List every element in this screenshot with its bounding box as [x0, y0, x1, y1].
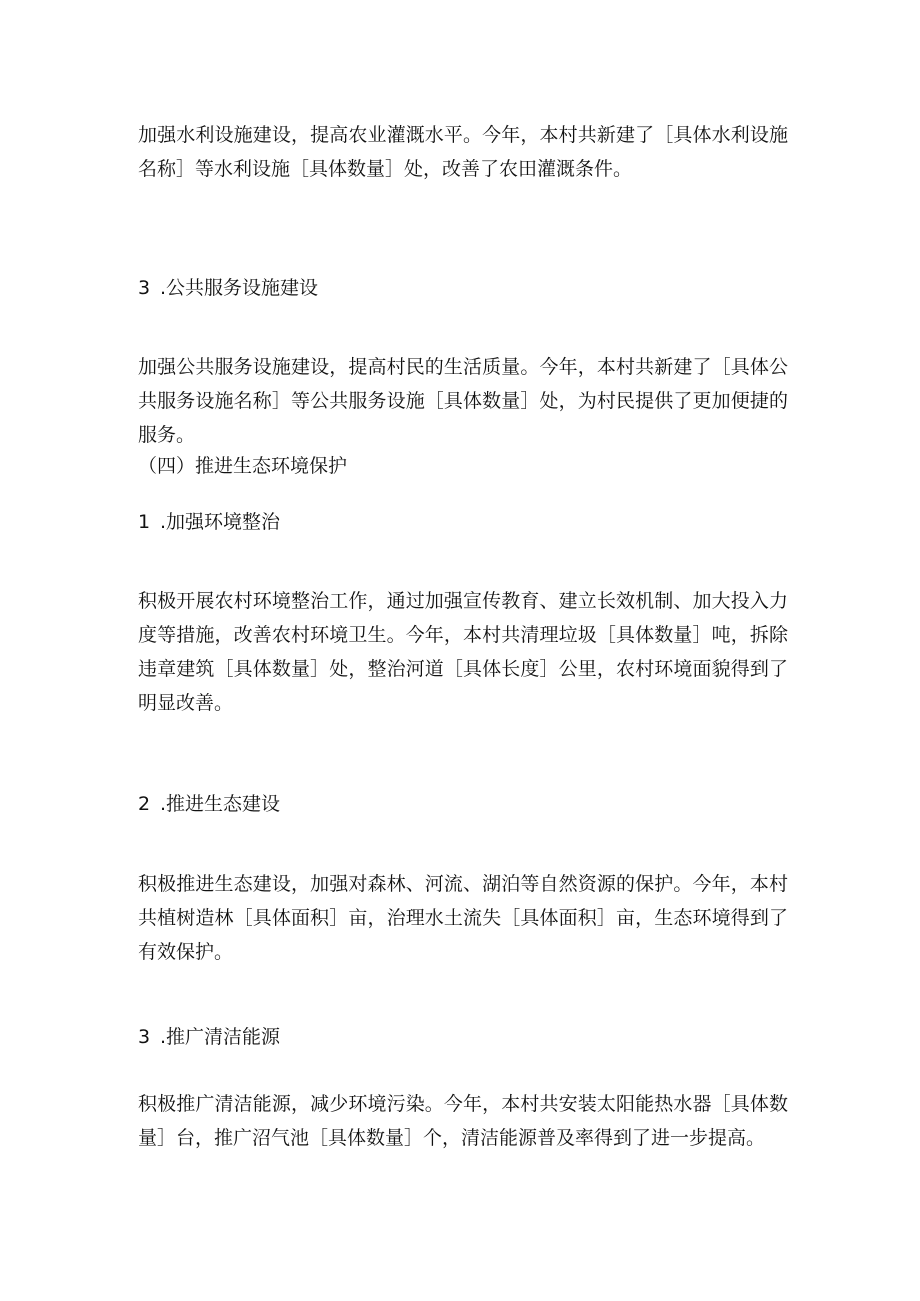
paragraph-public-service: 加强公共服务设施建设，提高村民的生活质量。今年，本村共新建了［具体公共服务设施名称］等公共服务设施［具体数量］处，为村民提供了更加便捷的服务。: [138, 356, 788, 446]
heading-text: .公共服务设施建设: [160, 277, 319, 299]
heading-ecological-construction: [138, 787, 788, 821]
paragraph-environment-remediation: 积极开展农村环境整治工作，通过加强宣传教育、建立长效机制、加大投入力度等措施，改善农村环境卫生。今年，本村共清理垃圾［具体数量］吨，拆除违章建筑［具体数量］处，整治河道［具体长度］公里，农村环境面貌得到了明显改善。: [138, 590, 788, 714]
heading-public-service: [138, 271, 788, 305]
heading-text: .加强环境整治: [160, 511, 281, 533]
heading-number: 2: [138, 793, 151, 815]
heading-text: .推进生态建设: [160, 793, 281, 815]
paragraph-ecological-construction: 积极推进生态建设，加强对森林、河流、湖泊等自然资源的保护。今年，本村共植树造林［具体面积］亩，治理水土流失［具体面积］亩，生态环境得到了有效保护。: [138, 873, 788, 963]
heading-clean-energy: [138, 1020, 788, 1054]
paragraph-clean-energy: 积极推广清洁能源，减少环境污染。今年，本村共安装太阳能热水器［具体数量］台，推广沼气池［具体数量］个，清洁能源普及率得到了进一步提高。: [138, 1093, 788, 1149]
heading-number: 3: [138, 277, 151, 299]
paragraph-water-conservancy: 加强水利设施建设，提高农业灌溉水平。今年，本村共新建了［具体水利设施名称］等水利设施［具体数量］处，改善了农田灌溉条件。: [138, 124, 788, 180]
heading-number: 3: [138, 1026, 151, 1048]
section-title-ecology: （四）推进生态环境保护: [138, 455, 348, 477]
heading-environment-remediation: [138, 505, 788, 539]
heading-text: .推广清洁能源: [160, 1026, 281, 1048]
heading-number: 1: [138, 511, 151, 533]
